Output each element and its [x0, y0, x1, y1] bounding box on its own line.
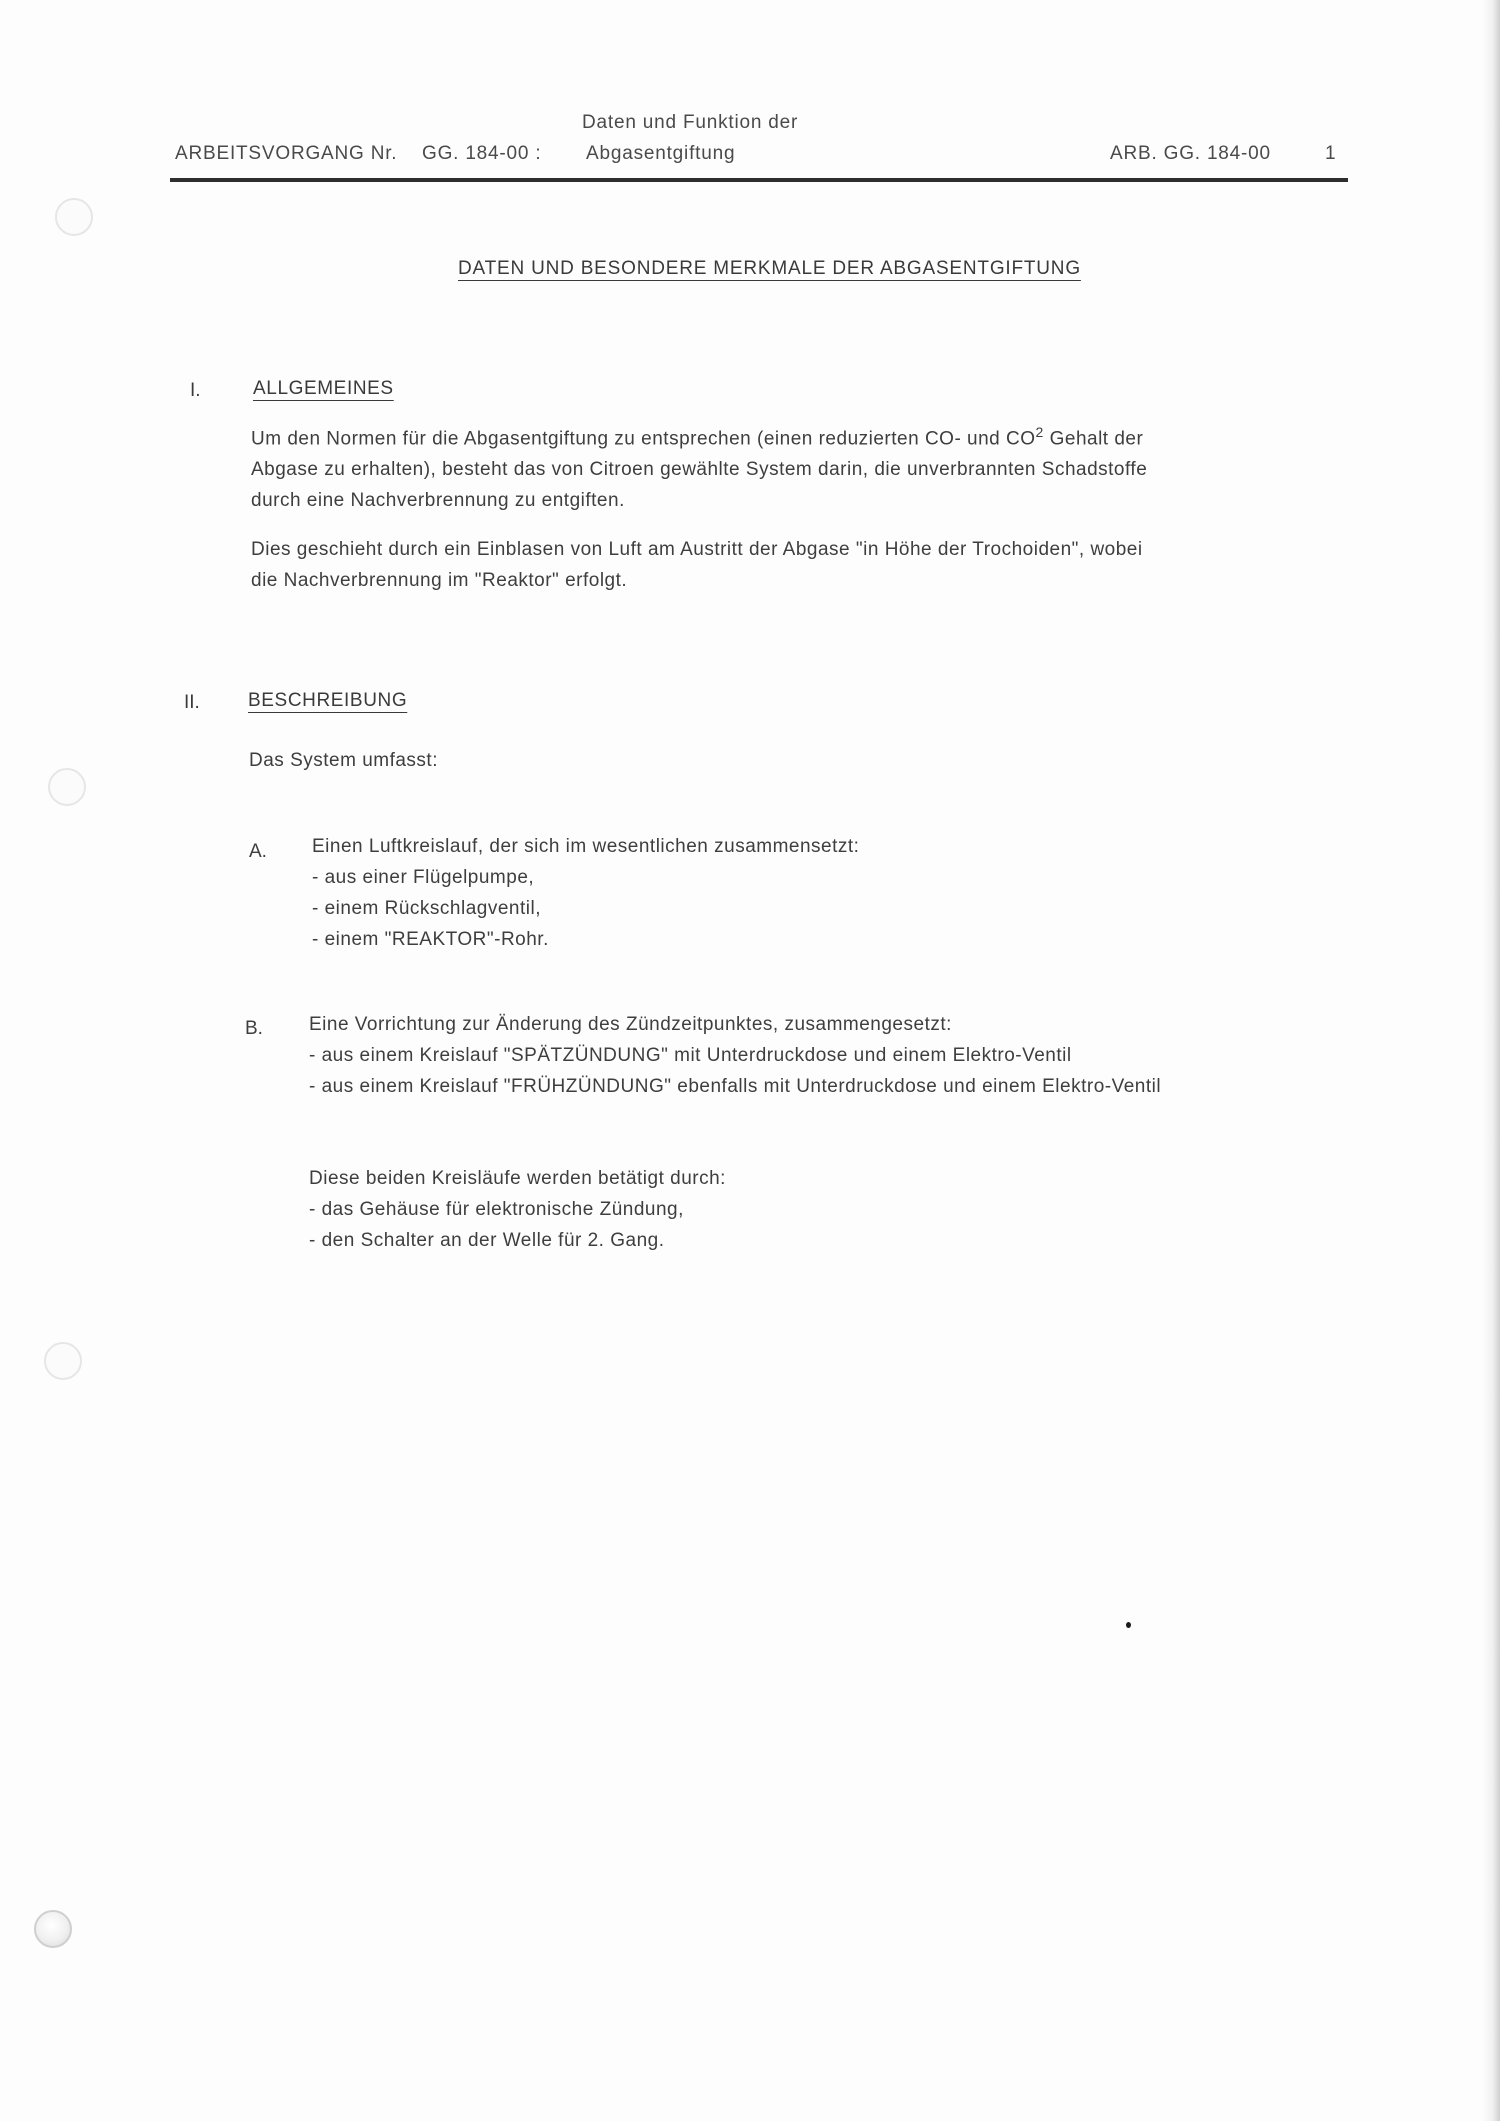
- punch-hole: [48, 768, 86, 806]
- item-b-text: Eine Vorrichtung zur Änderung des Zündzeitpunktes, zusammengesetzt:: [309, 1014, 952, 1035]
- header-rule: [170, 178, 1348, 182]
- closing-intro: Diese beiden Kreisläufe werden betätigt durch:: [309, 1168, 726, 1189]
- paragraph-line: die Nachverbrennung im "Reaktor" erfolgt.: [251, 570, 628, 591]
- page-edge-shadow: [1482, 0, 1500, 2121]
- section1-paragraph2: [251, 534, 1143, 596]
- list-item: - einem Rückschlagventil,: [312, 898, 541, 919]
- punch-hole: [34, 1910, 72, 1948]
- list-item: - aus einem Kreislauf "FRÜHZÜNDUNG" ebenfalls mit Unterdruckdose und einem Elektro-Ventil: [309, 1076, 1162, 1097]
- text-run: Um den Normen für die Abgasentgiftung zu entsprechen (einen reduzierten CO- und CO: [251, 428, 1036, 450]
- section2-number: II.: [184, 692, 200, 713]
- list-item: - aus einem Kreislauf "SPÄTZÜNDUNG" mit Unterdruckdose und einem Elektro-Ventil: [309, 1045, 1072, 1066]
- paragraph-line: Dies geschieht durch ein Einblasen von Luft am Austritt der Abgase "in Höhe der Trochoiden", wobei: [251, 539, 1143, 560]
- punch-hole: [44, 1342, 82, 1380]
- text-run: Gehalt der: [1043, 428, 1144, 450]
- item-a-text: Einen Luftkreislauf, der sich im wesentlichen zusammensetzt:: [312, 836, 860, 857]
- section2-heading: BESCHREIBUNG: [248, 690, 408, 711]
- item-a-block: [312, 831, 859, 955]
- paragraph-line: [251, 417, 1147, 454]
- superscript: 2: [1035, 424, 1044, 440]
- item-b-label: B.: [245, 1018, 263, 1039]
- ink-dot: [1126, 1622, 1131, 1628]
- header-left-code: GG. 184-00 :: [422, 143, 542, 164]
- section1-number: I.: [190, 380, 201, 401]
- punch-hole: [55, 198, 93, 236]
- header-subject-line1: Daten und Funktion der: [582, 112, 799, 133]
- section2-intro: [249, 745, 438, 776]
- list-item: - den Schalter an der Welle für 2. Gang.: [309, 1230, 665, 1251]
- header-page-number: 1: [1325, 143, 1337, 164]
- closing-block: [309, 1163, 726, 1256]
- item-a-label: A.: [249, 841, 267, 862]
- header-left-label: ARBEITSVORGANG Nr.: [175, 143, 398, 164]
- paragraph-line: Das System umfasst:: [249, 750, 438, 771]
- list-item: - das Gehäuse für elektronische Zündung,: [309, 1199, 684, 1220]
- paragraph-line: Abgase zu erhalten), besteht das von Citroen gewählte System darin, die unverbrannten Schadstoffe: [251, 459, 1148, 481]
- header-subject-line2: Abgasentgiftung: [586, 143, 736, 164]
- document-title: DATEN UND BESONDERE MERKMALE DER ABGASENTGIFTUNG: [458, 258, 1081, 279]
- header-right-ref: ARB. GG. 184-00: [1110, 143, 1271, 164]
- list-item: - einem "REAKTOR"-Rohr.: [312, 929, 549, 950]
- list-item: - aus einer Flügelpumpe,: [312, 867, 535, 888]
- item-b-block: [309, 1009, 1161, 1102]
- section1-heading: ALLGEMEINES: [253, 378, 394, 399]
- section1-paragraph1: [251, 417, 1147, 516]
- paragraph-line: durch eine Nachverbrennung zu entgiften.: [251, 490, 625, 512]
